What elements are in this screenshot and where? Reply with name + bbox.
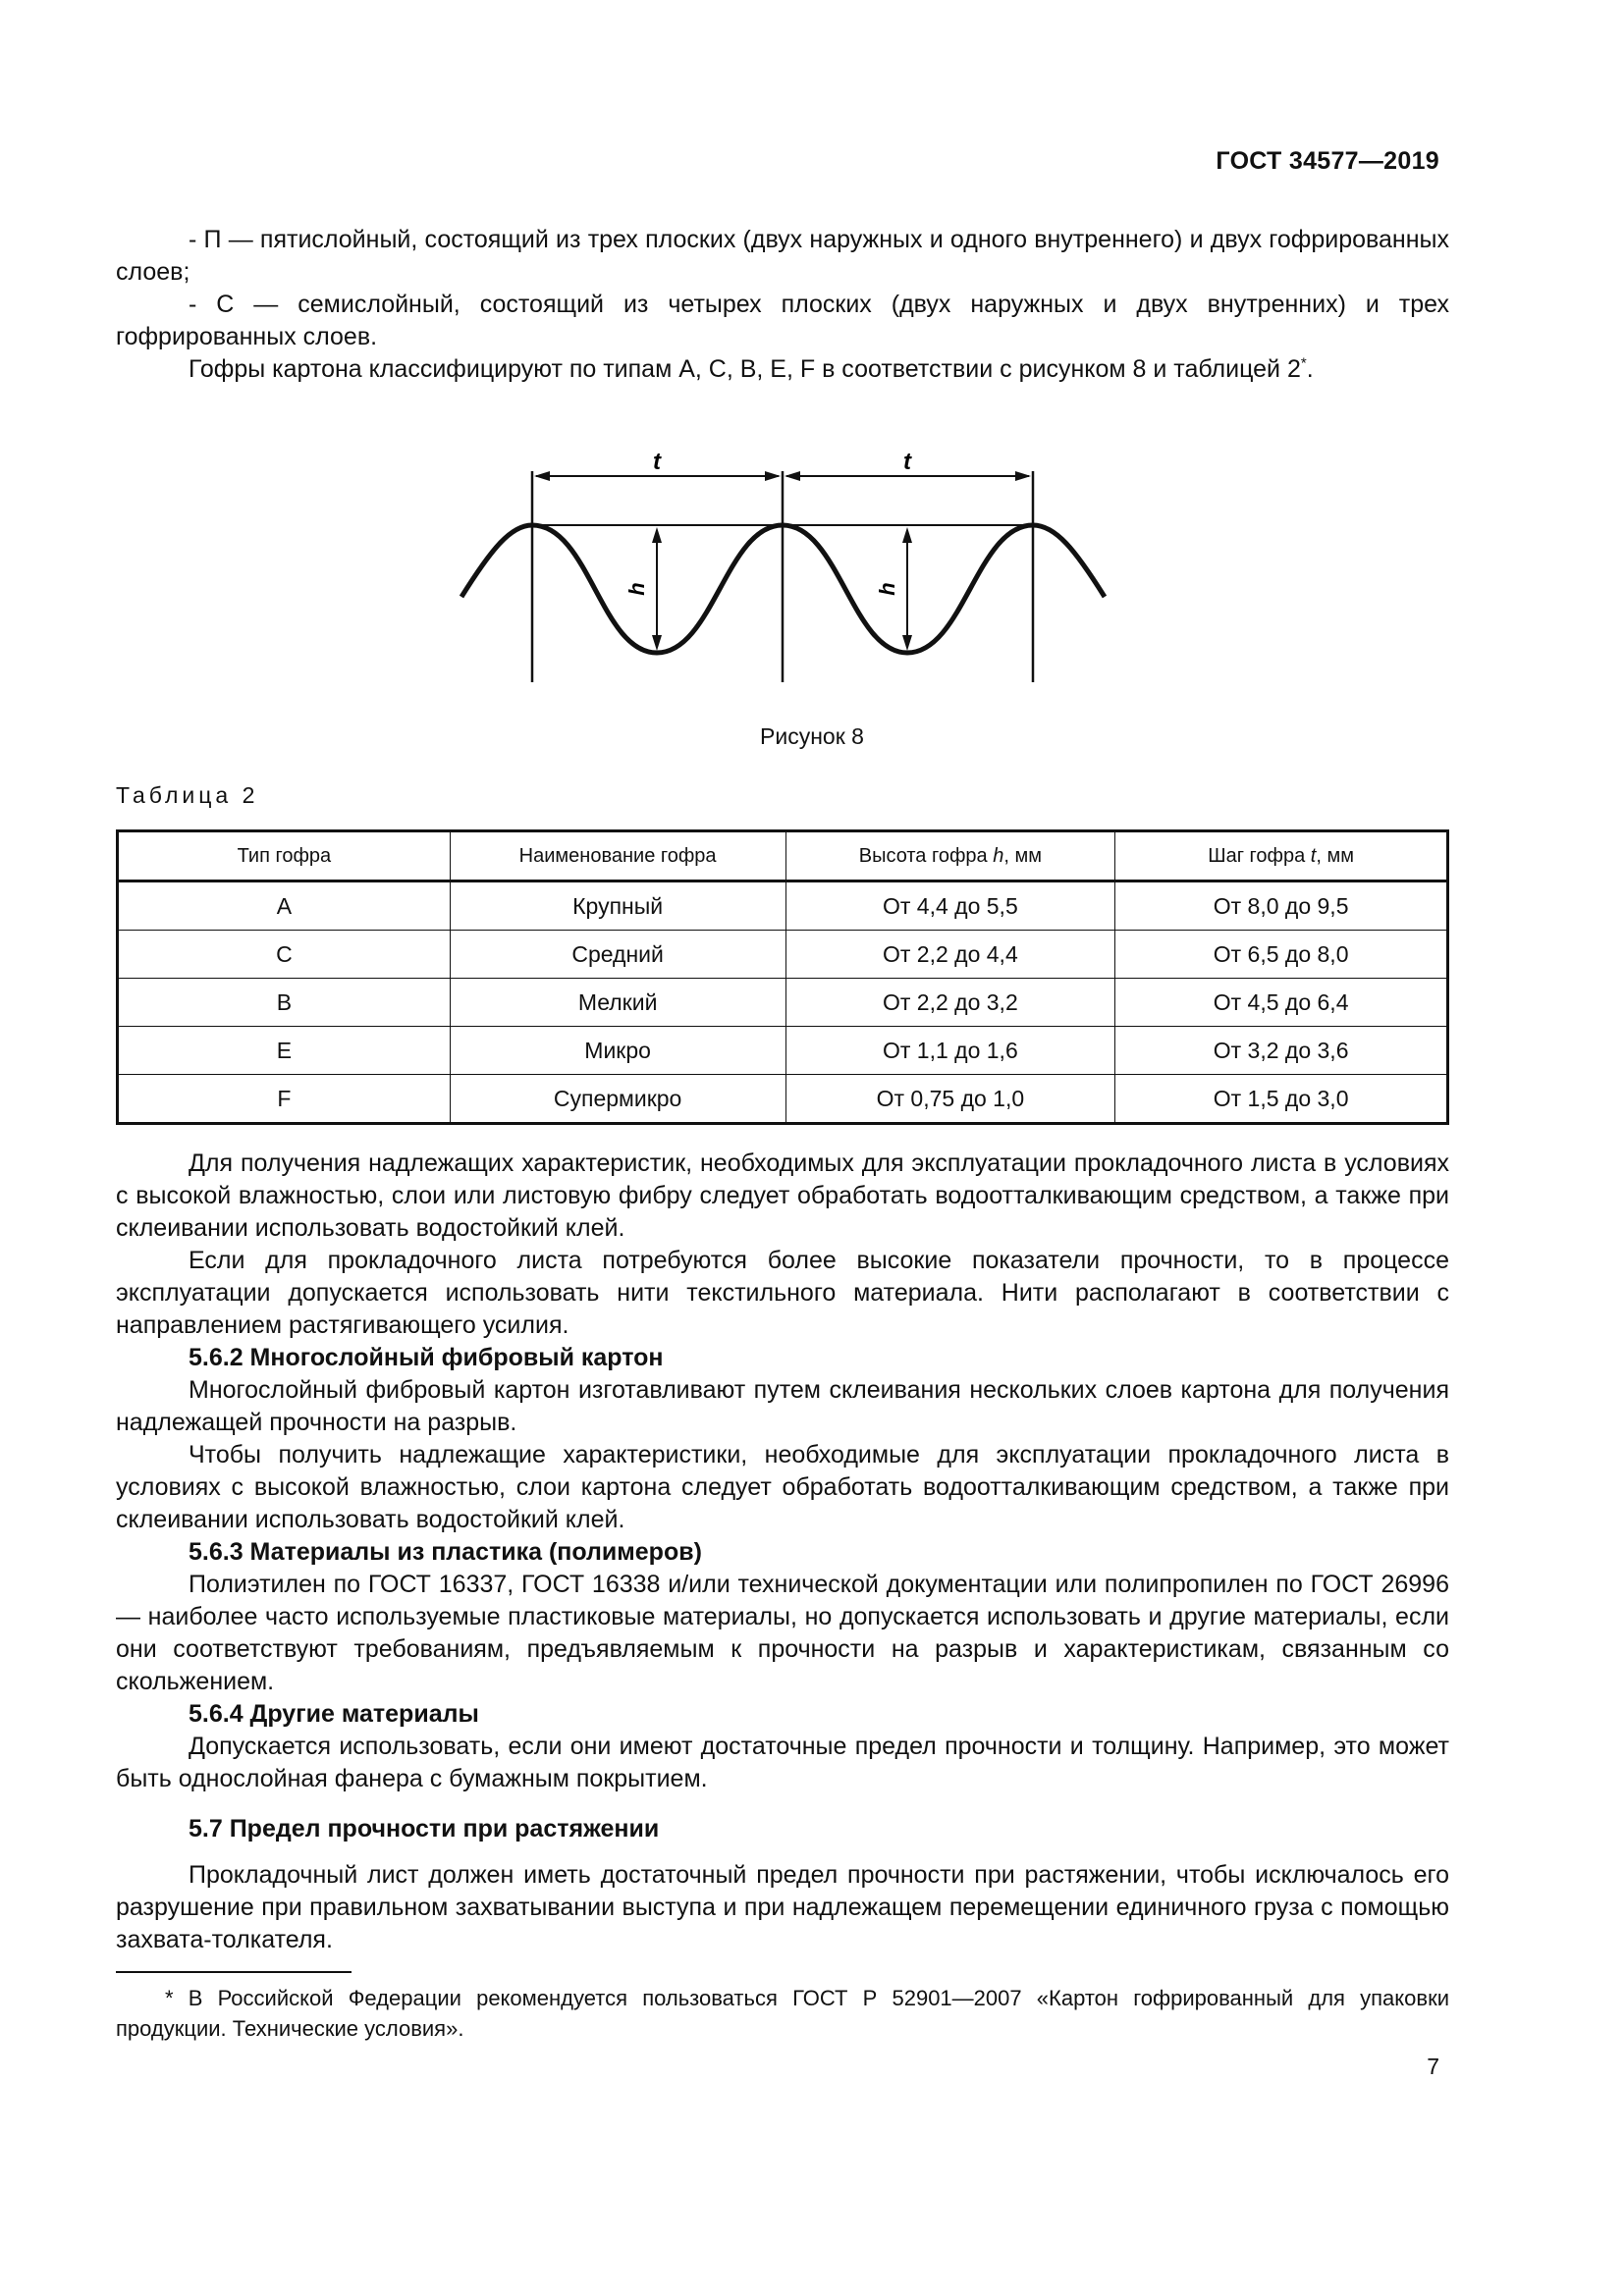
cell-step: От 6,5 до 8,0: [1115, 931, 1448, 979]
table-row: [118, 979, 1448, 1027]
figure-caption: Рисунок 8: [760, 723, 864, 749]
footnote: [116, 1983, 1449, 2044]
page-number: 7: [1427, 2054, 1439, 2079]
cell-type: A: [118, 881, 451, 931]
cell-type: E: [118, 1027, 451, 1075]
heading-5-6-3: 5.6.3 Материалы из пластика (полимеров): [189, 1538, 702, 1566]
arrow: [1015, 471, 1031, 481]
intro-block: [116, 224, 1449, 386]
table-row: [118, 881, 1448, 931]
footnote-divider: [116, 1971, 352, 1973]
footnote-mark: *: [1300, 354, 1307, 372]
cell-height: От 2,2 до 4,4: [785, 931, 1115, 979]
paragraph-fiber-board: Многослойный фибровый картон изготавливают путем склеивания нескольких слоев картона для получения надлежащей прочности на разрыв.: [116, 1376, 1449, 1436]
header-type: Тип гофра: [118, 831, 451, 881]
label-h-right: h: [875, 582, 899, 596]
paragraph-other: Допускается использовать, если они имеют достаточные предел прочности и толщину. Например, это может быть однослойная фанера с бумажным покрытием.: [116, 1733, 1449, 1792]
heading-5-7: 5.7 Предел прочности при растяжении: [189, 1815, 660, 1842]
cell-height: От 0,75 до 1,0: [785, 1075, 1115, 1124]
cell-name: Микро: [450, 1027, 785, 1075]
document-code: ГОСТ 34577—2019: [1216, 147, 1439, 175]
corrugation-figure: [452, 452, 1119, 707]
cell-name: Крупный: [450, 881, 785, 931]
body-text: [116, 1148, 1449, 1956]
paragraph-classification: [116, 353, 1449, 386]
cell-name: Мелкий: [450, 979, 785, 1027]
paragraph-tensile: Прокладочный лист должен иметь достаточный предел прочности при растяжении, чтобы исключалось его разрушение при правильном захватывании выступа и при надлежащем перемещении единичного груза с помощью захвата-толкателя.: [116, 1861, 1449, 1953]
cell-name: Средний: [450, 931, 785, 979]
label-t-right: t: [903, 452, 911, 475]
arrow: [765, 471, 781, 481]
cell-height: От 4,4 до 5,5: [785, 881, 1115, 931]
cell-step: От 3,2 до 3,6: [1115, 1027, 1448, 1075]
header-height: Высота гофра h, мм: [785, 831, 1115, 881]
corrugation-table: [116, 829, 1449, 1125]
arrow: [534, 471, 550, 481]
paragraph-strength: Если для прокладочного листа потребуются более высокие показатели прочности, то в процессе эксплуатации допускается использовать нити текстильного материала. Нити располагают в соответствии с направлением растягивающего усилия.: [116, 1247, 1449, 1339]
cell-height: От 1,1 до 1,6: [785, 1027, 1115, 1075]
header-name: Наименование гофра: [450, 831, 785, 881]
arrow: [902, 635, 912, 651]
paragraph-type-c: - С — семислойный, состоящий из четырех плоских (двух наружных и двух внутренних) и трех гофрированных слоев.: [116, 291, 1449, 350]
label-t-left: t: [653, 452, 661, 475]
classification-text: Гофры картона классифицируют по типам А, С, В, Е, F в соответствии с рисунком 8 и таблицей 2: [189, 355, 1301, 383]
paragraph-fiber-board-2: Чтобы получить надлежащие характеристики, необходимые для эксплуатации прокладочного листа в условиях с высокой влажностью, слои картона следует обработать водоотталкивающим средством, а также при склеивании использовать водостойкий клей.: [116, 1441, 1449, 1533]
table-header-row: [118, 831, 1448, 881]
cell-type: C: [118, 931, 451, 979]
paragraph-plastics: Полиэтилен по ГОСТ 16337, ГОСТ 16338 и/или технической документации или полипропилен по ГОСТ 26996 — наиболее часто используемые пластиковые материалы, но допускается использовать и другие материалы, если они соответствуют требованиям, предъявляемым к прочности на разрыв и характеристикам, связанным со скольжением.: [116, 1571, 1449, 1695]
table-caption: Таблица 2: [116, 782, 259, 808]
paragraph-type-p: - П — пятислойный, состоящий из трех плоских (двух наружных и одного внутреннего) и двух гофрированных слоев;: [116, 226, 1449, 286]
arrow: [785, 471, 800, 481]
heading-5-6-4: 5.6.4 Другие материалы: [189, 1700, 479, 1728]
cell-step: От 8,0 до 9,5: [1115, 881, 1448, 931]
footnote-text: * В Российской Федерации рекомендуется пользоваться ГОСТ Р 52901—2007 «Картон гофрированный для упаковки продукции. Технические условия».: [116, 1986, 1449, 2041]
arrow: [902, 527, 912, 543]
cell-type: B: [118, 979, 451, 1027]
table-row: [118, 931, 1448, 979]
classification-end: .: [1306, 355, 1314, 383]
label-h-left: h: [624, 582, 649, 596]
cell-step: От 1,5 до 3,0: [1115, 1075, 1448, 1124]
table-row: [118, 1027, 1448, 1075]
arrow: [652, 635, 662, 651]
paragraph-humidity: Для получения надлежащих характеристик, необходимых для эксплуатации прокладочного листа в условиях с высокой влажностью, слои или листовую фибру следует обработать водоотталкивающим средством, а также при склеивании использовать водостойкий клей.: [116, 1149, 1449, 1242]
cell-name: Супермикро: [450, 1075, 785, 1124]
cell-step: От 4,5 до 6,4: [1115, 979, 1448, 1027]
cell-height: От 2,2 до 3,2: [785, 979, 1115, 1027]
cell-type: F: [118, 1075, 451, 1124]
table-row: [118, 1075, 1448, 1124]
header-step: Шаг гофра t, мм: [1115, 831, 1448, 881]
heading-5-6-2: 5.6.2 Многослойный фибровый картон: [189, 1344, 664, 1371]
arrow: [652, 527, 662, 543]
